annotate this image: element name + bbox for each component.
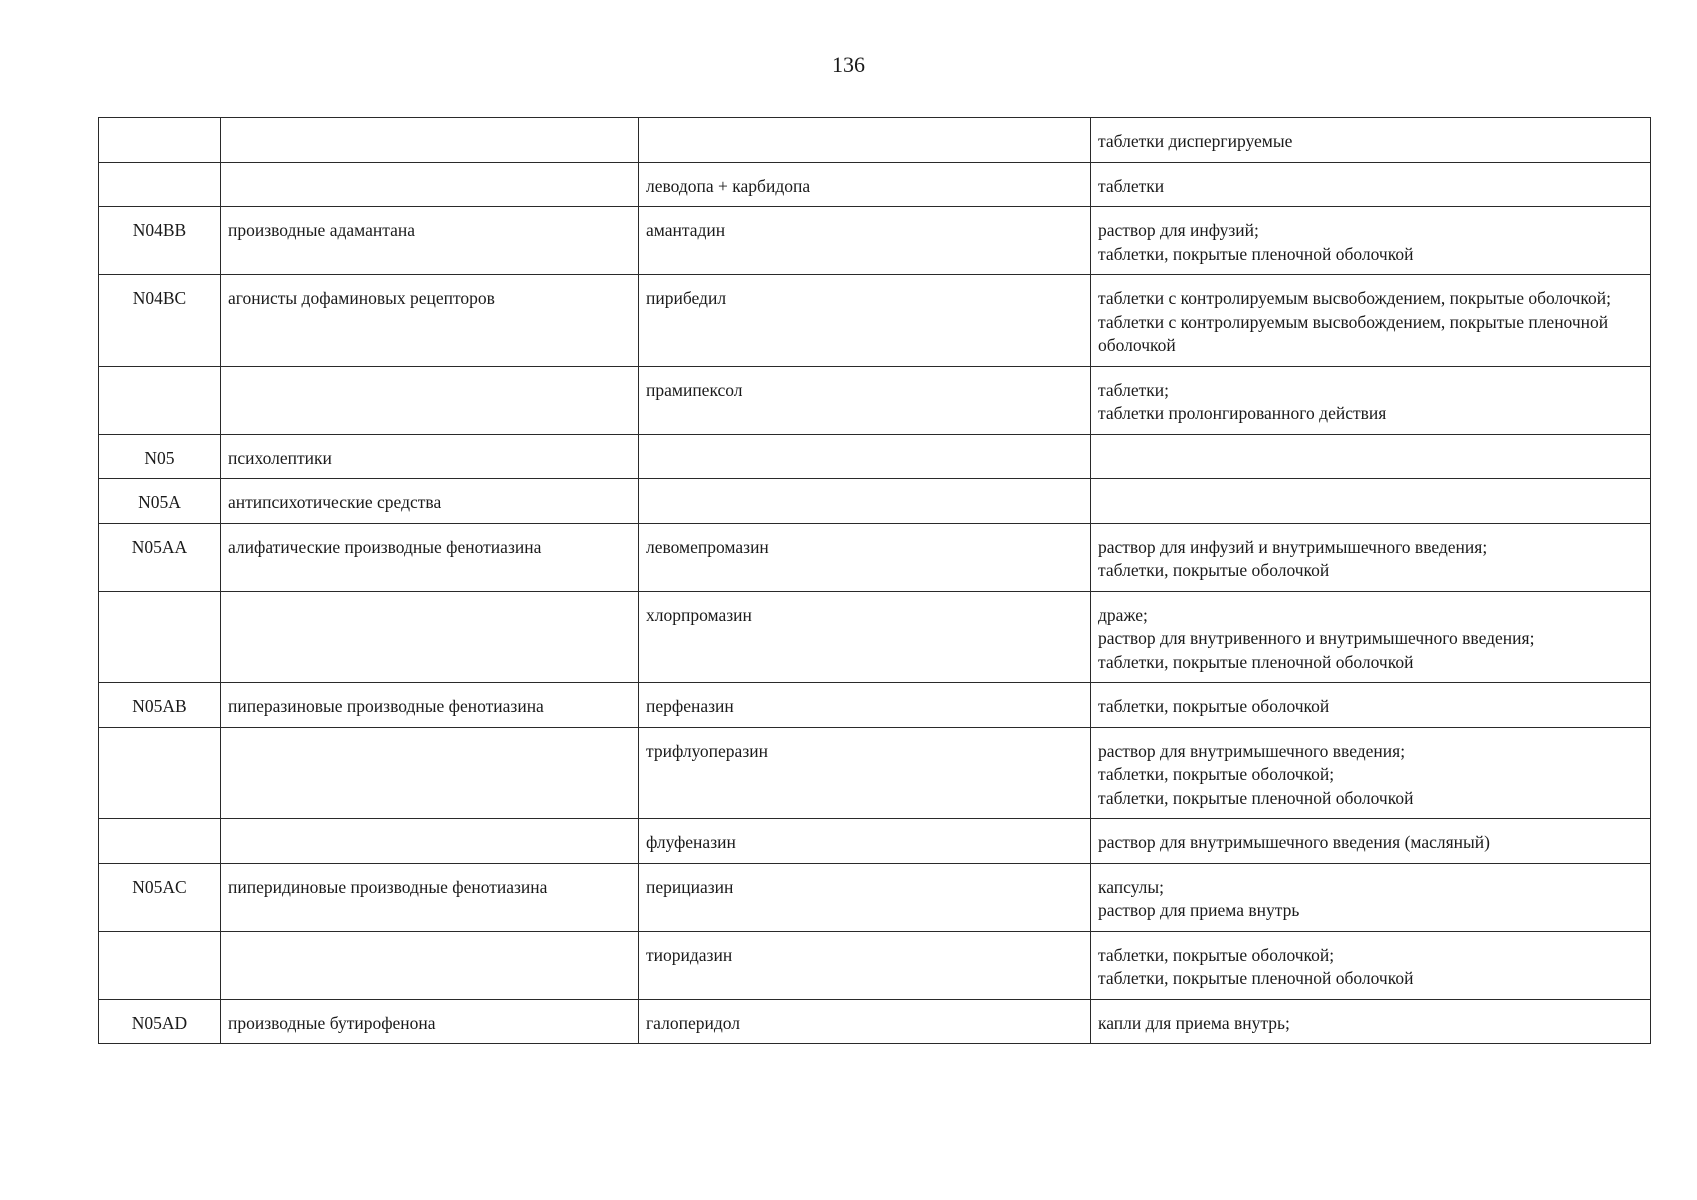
- table-row: [99, 162, 1651, 207]
- dosage-forms-cell: [1091, 523, 1651, 591]
- dosage-form-line: таблетки с контролируемым высвобождением, покрытые оболочкой;: [1098, 288, 1611, 308]
- dosage-form-line: раствор для инфузий и внутримышечного введения;: [1098, 536, 1488, 557]
- dosage-form-line: раствор для инфузий;: [1098, 220, 1259, 240]
- group-name-cell: [221, 591, 639, 683]
- dosage-form-line: таблетки;: [1098, 379, 1169, 400]
- drug-name-cell: перициазин: [639, 863, 1091, 931]
- atc-code-cell: N05AA: [99, 523, 221, 591]
- dosage-form-line: таблетки, покрытые пленочной оболочкой: [1098, 243, 1414, 264]
- page-number: 136: [832, 52, 865, 77]
- table-row: [99, 727, 1651, 819]
- dosage-forms-cell: [1091, 591, 1651, 683]
- drug-name-cell: [639, 118, 1091, 163]
- dosage-form-line: раствор для внутривенного и внутримышечного введения;: [1098, 628, 1535, 648]
- dosage-form-line: таблетки, покрытые оболочкой: [1098, 696, 1330, 716]
- table-row: [99, 999, 1651, 1044]
- drug-name-cell: [639, 434, 1091, 479]
- table-body: [99, 118, 1651, 1044]
- dosage-forms-cell: [1091, 162, 1651, 207]
- table-row: [99, 931, 1651, 999]
- dosage-form-line: раствор для приема внутрь: [1098, 900, 1300, 920]
- drug-name-cell: флуфеназин: [639, 819, 1091, 864]
- dosage-form-line: таблетки с контролируемым высвобождением, покрытые пленочной оболочкой: [1098, 311, 1609, 355]
- drug-name-cell: перфеназин: [639, 683, 1091, 728]
- dosage-forms-cell: [1091, 727, 1651, 819]
- group-name-cell: алифатические производные фенотиазина: [221, 523, 639, 591]
- dosage-forms-cell: [1091, 999, 1651, 1044]
- drug-name-cell: трифлуоперазин: [639, 727, 1091, 819]
- table-row: [99, 479, 1651, 524]
- atc-code-cell: N05AD: [99, 999, 221, 1044]
- group-name-cell: пиперазиновые производные фенотиазина: [221, 683, 639, 728]
- table-row: [99, 523, 1651, 591]
- dosage-forms-cell: [1091, 931, 1651, 999]
- group-name-cell: [221, 162, 639, 207]
- group-name-cell: [221, 366, 639, 434]
- group-name-cell: [221, 819, 639, 864]
- dosage-form-line: раствор для внутримышечного введения (масляный): [1098, 832, 1490, 852]
- atc-code-cell: N05AC: [99, 863, 221, 931]
- atc-code-cell: [99, 118, 221, 163]
- dosage-forms-cell: [1091, 683, 1651, 728]
- table-row: [99, 683, 1651, 728]
- dosage-form-line: капли для приема внутрь;: [1098, 1012, 1290, 1033]
- dosage-form-line: раствор для внутримышечного введения;: [1098, 740, 1406, 761]
- group-name-cell: антипсихотические средства: [221, 479, 639, 524]
- drug-name-cell: [639, 479, 1091, 524]
- drug-name-cell: хлорпромазин: [639, 591, 1091, 683]
- group-name-cell: пиперидиновые производные фенотиазина: [221, 863, 639, 931]
- dosage-form-line: таблетки диспергируемые: [1098, 131, 1293, 151]
- dosage-form-line: таблетки, покрытые оболочкой: [1098, 560, 1330, 580]
- table-row: [99, 863, 1651, 931]
- dosage-forms-cell: [1091, 863, 1651, 931]
- drug-name-cell: прамипексол: [639, 366, 1091, 434]
- table-row: [99, 207, 1651, 275]
- dosage-form-line: таблетки, покрытые пленочной оболочкой: [1098, 968, 1414, 988]
- drug-name-cell: тиоридазин: [639, 931, 1091, 999]
- group-name-cell: агонисты дофаминовых рецепторов: [221, 275, 639, 367]
- drug-name-cell: леводопа + карбидопа: [639, 162, 1091, 207]
- dosage-form-line: таблетки, покрытые оболочкой;: [1098, 944, 1335, 965]
- dosage-forms-cell: [1091, 366, 1651, 434]
- group-name-cell: производные адамантана: [221, 207, 639, 275]
- dosage-form-line: таблетки, покрытые пленочной оболочкой: [1098, 651, 1414, 672]
- dosage-forms-cell: [1091, 207, 1651, 275]
- dosage-form-line: таблетки, покрытые оболочкой;: [1098, 764, 1335, 784]
- atc-code-cell: [99, 727, 221, 819]
- dosage-forms-cell: [1091, 819, 1651, 864]
- atc-code-cell: N04BB: [99, 207, 221, 275]
- table-row: [99, 275, 1651, 367]
- atc-code-cell: N05AB: [99, 683, 221, 728]
- drug-name-cell: пирибедил: [639, 275, 1091, 367]
- dosage-form-line: капсулы;: [1098, 876, 1165, 897]
- atc-code-cell: [99, 162, 221, 207]
- group-name-cell: [221, 931, 639, 999]
- group-name-cell: [221, 727, 639, 819]
- atc-code-cell: [99, 819, 221, 864]
- atc-code-cell: [99, 931, 221, 999]
- group-name-cell: психолептики: [221, 434, 639, 479]
- dosage-form-line: таблетки пролонгированного действия: [1098, 403, 1387, 423]
- drug-name-cell: амантадин: [639, 207, 1091, 275]
- table-row: [99, 819, 1651, 864]
- dosage-forms-cell: [1091, 434, 1651, 479]
- atc-code-cell: N05: [99, 434, 221, 479]
- atc-code-cell: [99, 366, 221, 434]
- group-name-cell: [221, 118, 639, 163]
- drug-name-cell: галоперидол: [639, 999, 1091, 1044]
- atc-code-cell: N05A: [99, 479, 221, 524]
- group-name-cell: производные бутирофенона: [221, 999, 639, 1044]
- dosage-form-line: таблетки, покрытые пленочной оболочкой: [1098, 787, 1414, 808]
- table-row: [99, 434, 1651, 479]
- drug-table: [98, 117, 1651, 1044]
- dosage-forms-cell: [1091, 275, 1651, 367]
- drug-name-cell: левомепромазин: [639, 523, 1091, 591]
- dosage-form-line: таблетки: [1098, 175, 1165, 196]
- dosage-forms-cell: [1091, 479, 1651, 524]
- dosage-form-line: драже;: [1098, 604, 1148, 625]
- atc-code-cell: N04BC: [99, 275, 221, 367]
- atc-code-cell: [99, 591, 221, 683]
- table-row: [99, 591, 1651, 683]
- table-row: [99, 118, 1651, 163]
- dosage-forms-cell: [1091, 118, 1651, 163]
- table-row: [99, 366, 1651, 434]
